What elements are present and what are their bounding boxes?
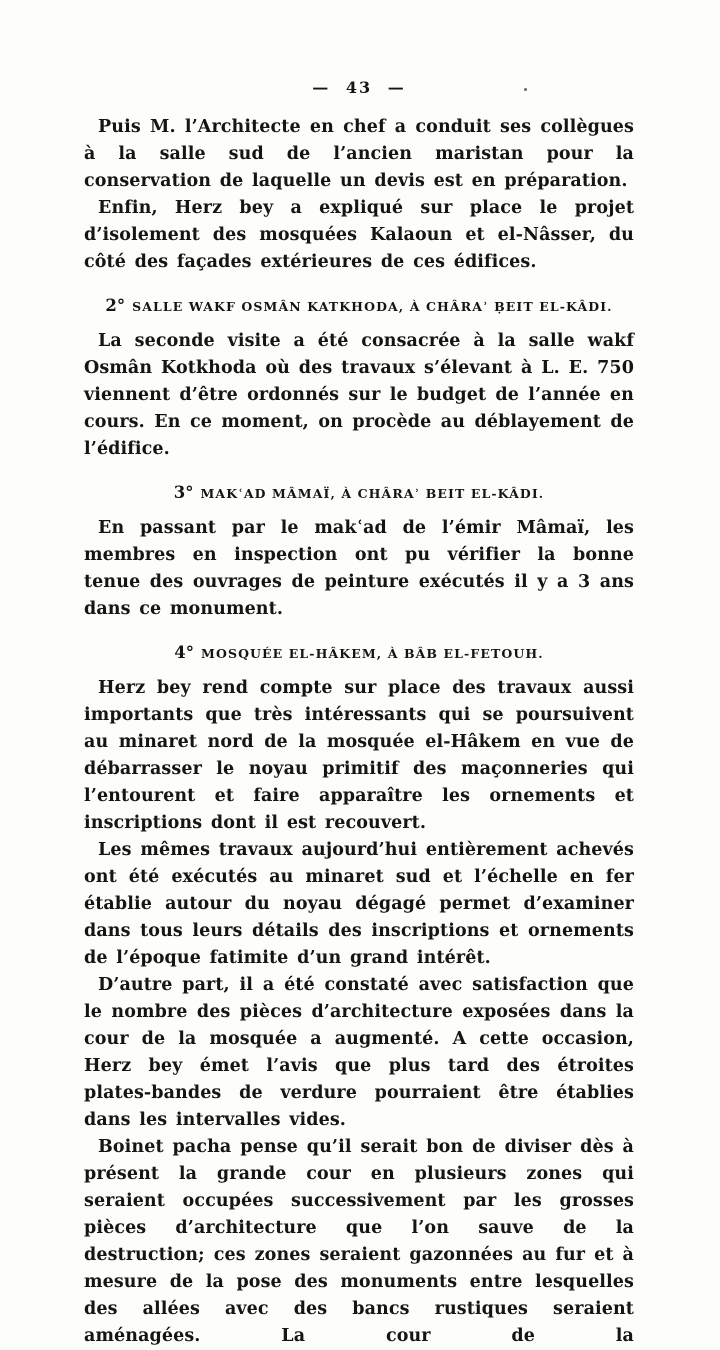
paragraph-makad-emir-mamai: En passant par le makʿad de l’émir Mâmaï, les membres en inspection ont pu vérifier la bonne tenue des ouvrages de peinture exécutés il y a 3 ans dans ce monument. (84, 518, 634, 619)
section-title: MAKʿAD MÂMAÏ, À CHÂRAʾ BEIT EL-KÂDI. (200, 486, 545, 501)
section-title: MOSQUÉE EL-HÂKEM, À BÂB EL-FETOUH. (201, 646, 544, 661)
section-title: SALLE WAKF OSMÂN KATKHODA, À CHÂRAʾ ḄEIT EL-KÂDI. (132, 299, 613, 314)
paragraph-isolement-mosquees: Enfin, Herz bey a expliqué sur place le projet d’isolement des mosquées Kalaoun et el-Nâsser, du côté des façades extérieures de ces édifices. (84, 198, 634, 272)
paragraph-boinet-pacha: Boinet pacha pense qu’il serait bon de diviser dès à présent la grande cour en plusieurs zones qui seraient occupées successivement par les grosses pièces d’architecture que l’on sauve de la destruction; ces zones seraient gazonnées au fur et à mesure de la pose des monuments entre lesquelles des allées avec des bancs rustiques seraient aménagées. La cour de la (84, 1137, 634, 1346)
paragraph-pieces-architecture: D’autre part, il a été constaté avec satisfaction que le nombre des pièces d’architecture exposées dans la cour de la mosquée a augmenté. A cette occasion, Herz bey émet l’avis que plus tard des étroites plates-bandes de verdure pourraient être établies dans les intervalles vides. (84, 975, 634, 1130)
paragraph-minaret-nord: Herz bey rend compte sur place des travaux aussi importants que très intéressants qui se poursuivent au minaret nord de la mosquée el-Hâkem en vue de débarrasser le noyau primitif des maçonneries qui l’entourent et faire apparaître les ornements et inscriptions dont il est recouvert. (84, 678, 634, 833)
paragraph-seconde-visite: La seconde visite a été consacrée à la salle wakf Osmân Kotkhoda où des travaux s’élevant à L. E. 750 viennent d’être ordonnés sur le budget de l’année en cours. En ce moment, on procède au déblayement de l’édifice. (84, 331, 634, 459)
section-number: 3° (173, 483, 194, 502)
paragraph-minaret-sud: Les mêmes travaux aujourd’hui entièrement achevés ont été exécutés au minaret sud et l’échelle en fer établie autour du noyau dégagé permet d’examiner dans tous leurs détails des inscriptions et ornements de l’époque fatimite d’un grand intérêt. (84, 840, 634, 968)
paragraph-architecte-salle-sud: Puis M. l’Architecte en chef a conduit ses collègues à la salle sud de l’ancien maristan pour la conservation de laquelle un devis est en préparation. (84, 117, 634, 191)
section-number: 4° (174, 643, 195, 662)
scan-artifact-dot (524, 88, 527, 91)
section-number: 2° (105, 296, 126, 315)
section-heading-mosquee-el-hakem (84, 640, 634, 664)
section-heading-makad-mamai (84, 480, 634, 504)
page-number: — 43 — (312, 78, 406, 97)
section-heading-salle-wakf (84, 293, 634, 317)
